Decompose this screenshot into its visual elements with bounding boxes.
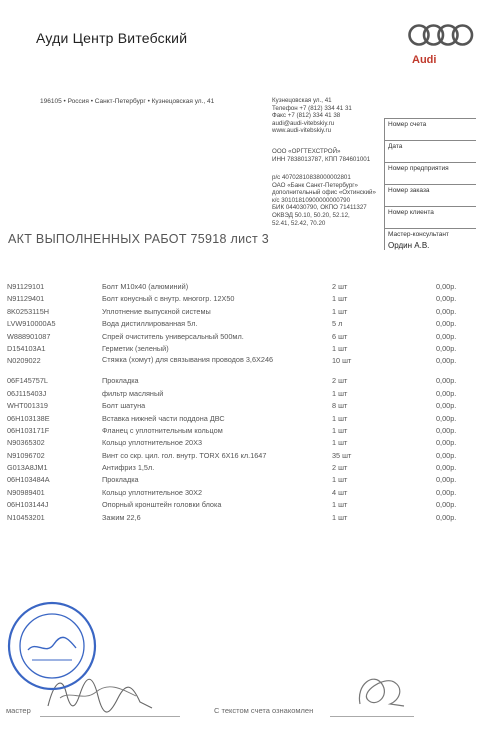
- item-sum: 0,00р.: [436, 450, 457, 460]
- item-name: фильтр масляный: [102, 388, 164, 398]
- item-name: Фланец с уплотнительным кольцом: [102, 425, 223, 435]
- item-sum: 0,00р.: [436, 356, 457, 366]
- table-row: [0, 282, 480, 294]
- item-qty: 4 шт: [332, 487, 348, 497]
- item-qty: 1 шт: [332, 500, 348, 510]
- item-name: Вода дистиллированная 5л.: [102, 319, 198, 329]
- field-label: Номер клиента: [388, 209, 434, 216]
- item-name: Опорный кронштейн головки блока: [102, 500, 222, 510]
- item-code: N90989401: [7, 487, 45, 497]
- item-name: Вставка нижней части поддона ДВС: [102, 413, 225, 423]
- item-qty: 1 шт: [332, 475, 348, 485]
- item-sum: 0,00р.: [436, 425, 457, 435]
- table-row: [0, 500, 480, 512]
- item-code: 06H103171F: [7, 425, 50, 435]
- item-code: N91129101: [7, 282, 45, 291]
- field-order-number: [384, 184, 476, 206]
- field-label: Номер счета: [388, 121, 427, 128]
- item-sum: 0,00р.: [436, 463, 457, 473]
- bank-line: р/с 40702810838000002801: [272, 174, 351, 181]
- item-sum: 0,00р.: [436, 343, 457, 353]
- field-invoice-number: [384, 118, 476, 140]
- item-name: Винт со скр. цил. гол. внутр. TORX 6X16 кл.1647: [102, 450, 267, 460]
- table-row: [0, 488, 480, 500]
- item-code: WHT001319: [7, 401, 48, 411]
- item-name: Антифриз 1,5л.: [102, 463, 155, 473]
- item-qty: 1 шт: [332, 306, 348, 316]
- table-row: [0, 463, 480, 475]
- item-sum: 0,00р.: [436, 376, 457, 386]
- item-qty: 1 шт: [332, 294, 348, 304]
- field-date: [384, 140, 476, 162]
- document-title: АКТ ВЫПОЛНЕННЫХ РАБОТ 75918 лист 3: [8, 232, 270, 246]
- table-row: [0, 451, 480, 463]
- field-label: Дата: [388, 143, 403, 150]
- item-name: Спрей очиститель универсальный 500мл.: [102, 331, 244, 341]
- item-code: N91129401: [7, 294, 45, 304]
- item-code: 06F145757L: [7, 376, 48, 386]
- item-qty: 1 шт: [332, 343, 348, 353]
- item-code: 06H103484A: [7, 475, 50, 485]
- table-row: [0, 475, 480, 487]
- bank-line: ОКВЭД 50.10, 50.20, 52.12,: [272, 211, 350, 219]
- field-label: Мастер-консультант: [388, 231, 449, 238]
- field-master-consultant: [384, 228, 476, 250]
- item-code: LVW910000A5: [7, 319, 56, 329]
- brand-label: Audi: [412, 54, 437, 66]
- item-code: 06H103144J: [7, 500, 49, 510]
- contact-line: Кузнецовская ул., 41: [272, 97, 332, 104]
- item-sum: 0,00р.: [436, 319, 457, 329]
- item-sum: 0,00р.: [436, 475, 457, 485]
- table-row: [0, 356, 480, 376]
- contact-line: www.audi-vitebskiy.ru: [272, 127, 332, 135]
- items-table: [0, 282, 480, 525]
- field-label: Номер заказа: [388, 187, 430, 194]
- table-row: [0, 376, 480, 388]
- field-label: Номер предприятия: [388, 165, 449, 172]
- contact-line: Телефон +7 (812) 334 41 31: [272, 104, 352, 112]
- field-client-number: [384, 206, 476, 228]
- table-row: [0, 513, 480, 525]
- item-code: W888901087: [7, 331, 51, 341]
- table-row: [0, 307, 480, 319]
- bank-line: ОАО «Банк Санкт-Петербург»: [272, 181, 358, 189]
- table-row: [0, 319, 480, 331]
- item-qty: 1 шт: [332, 425, 348, 435]
- contact-block: [272, 97, 402, 135]
- bank-line: к/с 30101810900000000790: [272, 196, 351, 204]
- item-name: Болт M10x40 (алюминий): [102, 282, 189, 291]
- item-code: 06H103138E: [7, 413, 50, 423]
- item-code: N10453201: [7, 512, 45, 522]
- item-name: Кольцо уплотнительное 20X3: [102, 438, 203, 448]
- item-sum: 0,00р.: [436, 487, 457, 497]
- item-sum: 0,00р.: [436, 294, 457, 304]
- company-name: Ауди Центр Витебский: [36, 30, 188, 46]
- field-value: Ордин А.В.: [388, 241, 430, 250]
- table-row: [0, 401, 480, 413]
- item-sum: 0,00р.: [436, 512, 457, 522]
- bank-line: БИК 044030790, ОКПО 71411327: [272, 204, 367, 212]
- org-line: ООО «ОРГТЕХСТРОЙ»: [272, 148, 341, 155]
- table-row: [0, 389, 480, 401]
- master-label: мастер: [6, 706, 31, 715]
- acknowledge-signature-line: [330, 716, 414, 717]
- item-name: Болт конусный с внутр. многогр. 12X50: [102, 294, 235, 304]
- item-qty: 2 шт: [332, 376, 348, 386]
- item-sum: 0,00р.: [436, 413, 457, 423]
- item-qty: 1 шт: [332, 413, 348, 423]
- item-name: Стяжка (хомут) для связывания проводов 3,6X246: [102, 355, 274, 365]
- item-code: N0209022: [7, 356, 41, 366]
- item-code: D154103A1: [7, 343, 46, 353]
- table-row: [0, 438, 480, 450]
- item-qty: 35 шт: [332, 450, 352, 460]
- item-sum: 0,00р.: [436, 401, 457, 411]
- item-name: Болт шатуна: [102, 401, 146, 411]
- item-qty: 8 шт: [332, 401, 348, 411]
- item-sum: 0,00р.: [436, 282, 457, 291]
- item-qty: 1 шт: [332, 388, 348, 398]
- item-qty: 2 шт: [332, 463, 348, 473]
- item-code: N90365302: [7, 438, 45, 448]
- invoice-fields: [384, 118, 476, 250]
- item-qty: 2 шт: [332, 282, 348, 291]
- item-sum: 0,00р.: [436, 331, 457, 341]
- item-sum: 0,00р.: [436, 438, 457, 448]
- bank-line: дополнительный офис «Охтинский»: [272, 189, 376, 197]
- item-qty: 1 шт: [332, 438, 348, 448]
- item-name: Прокладка: [102, 376, 139, 386]
- bank-line: 52.41, 52.42, 70.20: [272, 219, 326, 227]
- company-address: 196105 • Россия • Санкт-Петербург • Кузнецовская ул., 41: [40, 98, 215, 105]
- master-signature-line: [40, 716, 180, 717]
- item-name: Прокладка: [102, 475, 139, 485]
- item-code: N91096702: [7, 450, 45, 460]
- table-row: [0, 414, 480, 426]
- item-name: Кольцо уплотнительное 30X2: [102, 487, 203, 497]
- item-code: G013A8JM1: [7, 463, 48, 473]
- item-qty: 1 шт: [332, 512, 348, 522]
- company-stamp-icon: [6, 600, 98, 692]
- item-code: 8K0253115H: [7, 306, 50, 316]
- org-line: ИНН 7838013787, КПП 784601001: [272, 155, 371, 163]
- item-sum: 0,00р.: [436, 388, 457, 398]
- item-qty: 10 шт: [332, 356, 352, 366]
- item-qty: 6 шт: [332, 331, 348, 341]
- contact-line: audi@audi-vitebskiy.ru: [272, 119, 335, 127]
- item-name: Герметик (зеленый): [102, 343, 169, 353]
- item-qty: 5 л: [332, 319, 343, 329]
- table-row: [0, 332, 480, 344]
- table-row: [0, 294, 480, 306]
- acknowledge-label: С текстом счета ознакомлен: [214, 706, 314, 715]
- table-row: [0, 426, 480, 438]
- item-sum: 0,00р.: [436, 306, 457, 316]
- item-name: Зажим 22,6: [102, 512, 141, 522]
- item-name: Уплотнение выпускной системы: [102, 306, 211, 316]
- field-enterprise-number: [384, 162, 476, 184]
- contact-line: Факс +7 (812) 334 41 38: [272, 112, 341, 120]
- item-sum: 0,00р.: [436, 500, 457, 510]
- org-block: [272, 148, 370, 163]
- bank-block: [272, 174, 384, 227]
- item-code: 06J115403J: [7, 388, 47, 398]
- client-signature: [350, 664, 410, 714]
